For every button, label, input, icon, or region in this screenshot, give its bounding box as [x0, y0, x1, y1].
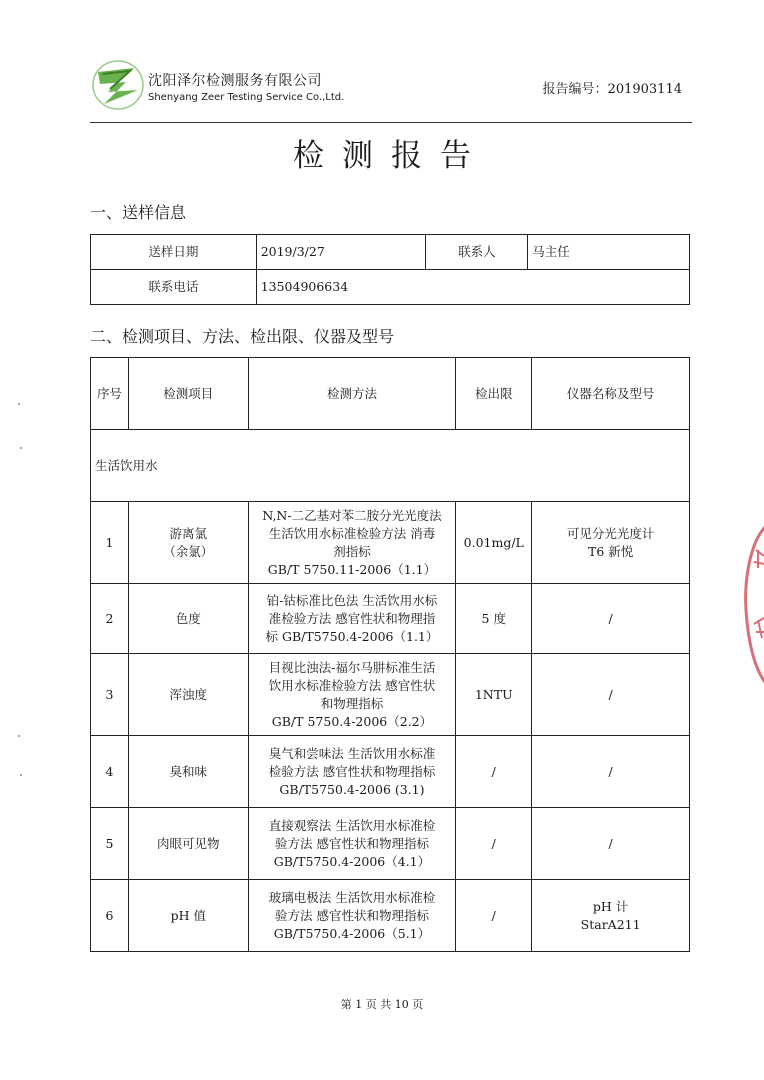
col-header-item: 检测项目 [128, 358, 248, 430]
test-method: 臭气和尝味法 生活饮用水标准 检验方法 感官性状和物理指标 GB/T5750.4-2006 (3.1) [248, 736, 456, 808]
instrument: / [532, 808, 690, 880]
table-row [91, 270, 690, 305]
header-divider [90, 122, 692, 123]
contact-label: 联系人 [426, 235, 528, 270]
test-rows [91, 502, 690, 952]
row-number: 5 [91, 808, 129, 880]
contact-value: 马主任 [528, 235, 690, 270]
detection-limit: / [456, 736, 532, 808]
row-number: 4 [91, 736, 129, 808]
detection-limit: 0.01mg/L [456, 502, 532, 584]
test-items-table [90, 357, 690, 952]
table-row [91, 654, 690, 736]
scan-speck [18, 403, 20, 405]
test-item: 色度 [128, 584, 248, 654]
test-item: 游离氯 （余氯） [128, 502, 248, 584]
test-method: 铂-钴标准比色法 生活饮用水标 准检验方法 感官性状和物理指 标 GB/T5750.4-2006（1.1） [248, 584, 456, 654]
section2-heading: 二、检测项目、方法、检出限、仪器及型号 [90, 327, 395, 346]
section1-heading: 一、送样信息 [90, 203, 187, 222]
test-method: 玻璃电极法 生活饮用水标准检 验方法 感官性状和物理指标 GB/T5750.4-2006（5.1） [248, 880, 456, 952]
detection-limit: 1NTU [456, 654, 532, 736]
company-name-cn: 沈阳泽尔检测服务有限公司 [148, 73, 322, 89]
row-number: 3 [91, 654, 129, 736]
instrument: / [532, 584, 690, 654]
zeer-logo-icon [90, 58, 146, 112]
test-method: N,N-二乙基对苯二胺分光光度法 生活饮用水标准检验方法 消毒 剂指标 GB/T 5750.11-2006（1.1） [248, 502, 456, 584]
detection-limit: / [456, 880, 532, 952]
scan-speck [20, 774, 22, 776]
detection-limit: / [456, 808, 532, 880]
phone-label: 联系电话 [91, 270, 257, 305]
sample-date-value: 2019/3/27 [256, 235, 426, 270]
sample-date-label: 送样日期 [91, 235, 257, 270]
instrument: / [532, 654, 690, 736]
test-method: 目视比浊法-福尔马肼标准生活 饮用水标准检验方法 感官性状 和物理指标 GB/T 5750.4-2006（2.2） [248, 654, 456, 736]
instrument: pH 计 StarA211 [532, 880, 690, 952]
detection-limit: 5 度 [456, 584, 532, 654]
table-header-row [91, 358, 690, 430]
phone-value: 13504906634 [256, 270, 689, 305]
col-header-instrument: 仪器名称及型号 [532, 358, 690, 430]
row-number: 6 [91, 880, 129, 952]
scan-speck [20, 447, 22, 449]
table-row [91, 880, 690, 952]
instrument: / [532, 736, 690, 808]
report-number: 报告编号：201903114 [542, 82, 682, 97]
col-header-method: 检测方法 [248, 358, 456, 430]
table-row [91, 584, 690, 654]
test-item: 臭和味 [128, 736, 248, 808]
scan-speck [18, 735, 20, 737]
col-header-no: 序号 [91, 358, 129, 430]
table-row [91, 235, 690, 270]
test-item: 肉眼可见物 [128, 808, 248, 880]
table-row [91, 808, 690, 880]
table-row [91, 736, 690, 808]
row-number: 2 [91, 584, 129, 654]
sample-info-table [90, 234, 690, 305]
group-label: 生活饮用水 [91, 430, 690, 502]
page-footer: 第 1 页 共 10 页 [340, 998, 424, 1011]
test-item: 浑浊度 [128, 654, 248, 736]
red-stamp-icon [738, 520, 764, 690]
test-method: 直接观察法 生活饮用水标准检 验方法 感官性状和物理指标 GB/T5750.4-2006（4.1） [248, 808, 456, 880]
row-number: 1 [91, 502, 129, 584]
test-item: pH 值 [128, 880, 248, 952]
company-name-en: Shenyang Zeer Testing Service Co.,Ltd. [148, 92, 345, 103]
table-row [91, 430, 690, 502]
table-row [91, 502, 690, 584]
page-header [90, 56, 690, 122]
instrument: 可见分光光度计 T6 新悦 [532, 502, 690, 584]
col-header-limit: 检出限 [456, 358, 532, 430]
page-title: 检测报告 [293, 138, 489, 174]
